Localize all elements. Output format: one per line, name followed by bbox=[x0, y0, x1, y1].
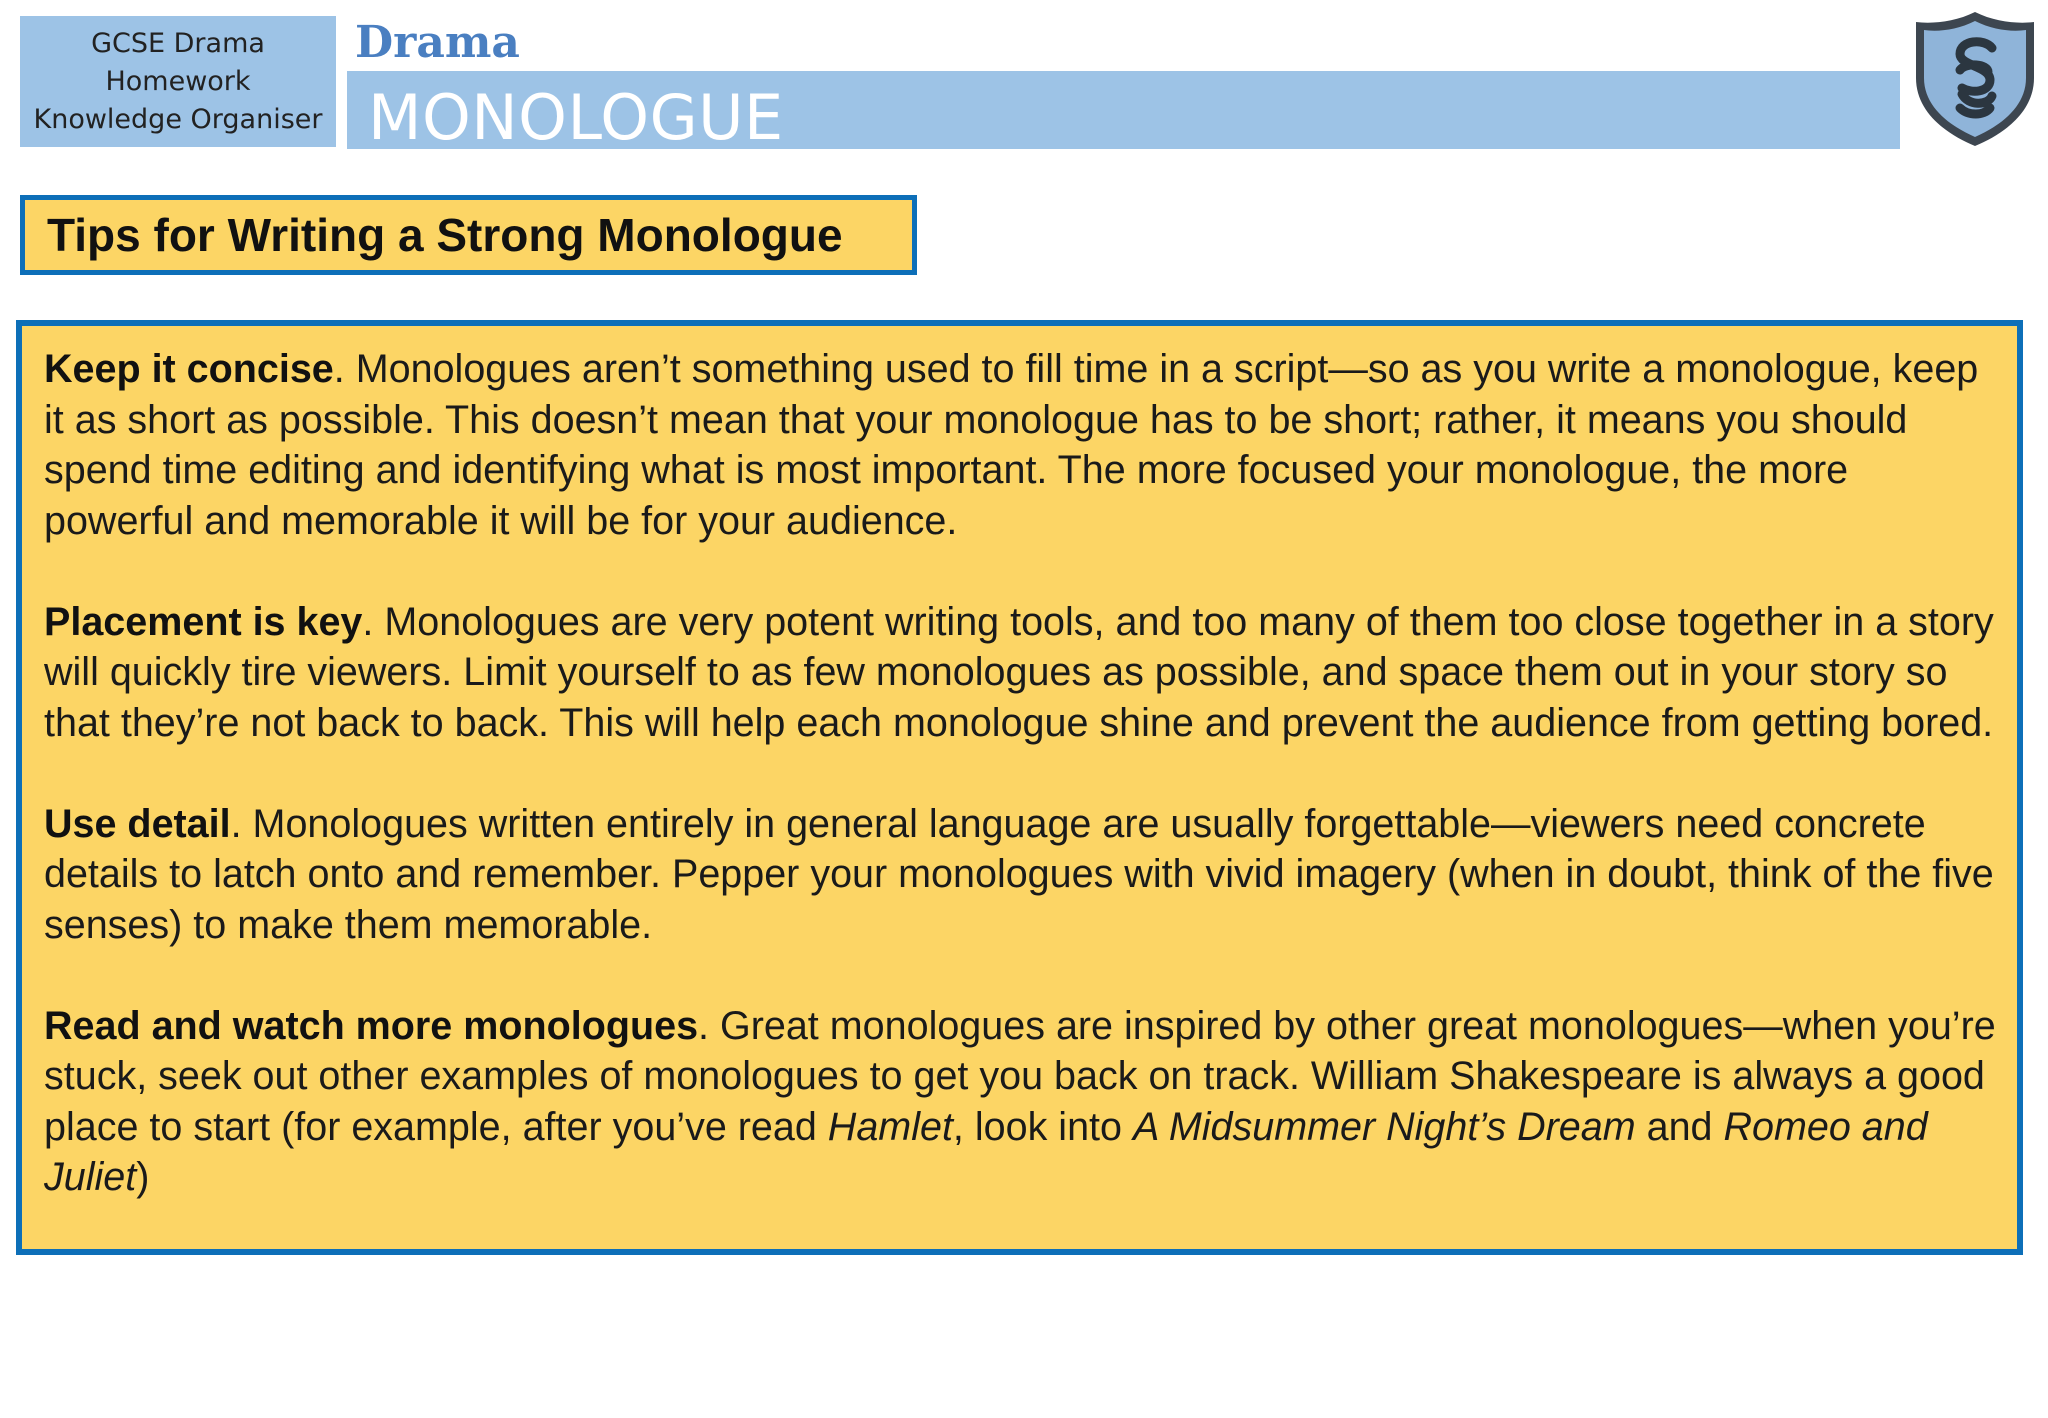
tip-text: . Monologues aren’t something used to fill time in a script—so as you write a monologue, keep it as short as possible. This doesn’t mean that your monologue has to be short; rather, it means you should spend time editing and identifying what is most important. The more focused your monologue, the more powerful and memorable it will be for your audience. bbox=[44, 347, 1979, 543]
tip-text: . Monologues written entirely in general language are usually forgettable—viewers need concrete details to latch onto and remember. Pepper your monologues with vivid imagery (when in doubt, think of the five senses) to make them memorable. bbox=[44, 801, 1994, 947]
tip-title: Placement is key bbox=[44, 599, 363, 644]
tip-placement bbox=[44, 597, 1997, 749]
school-crest-icon bbox=[1910, 8, 2040, 150]
tips-content-box bbox=[16, 320, 2023, 1255]
organiser-line-1: GCSE Drama bbox=[91, 27, 265, 59]
tip-title: Use detail bbox=[44, 801, 231, 846]
work-title: Hamlet bbox=[827, 1104, 953, 1149]
tip-text: . Monologues are very potent writing tools, and too many of them too close together in a story will quickly tire viewers. Limit yourself to as few monologues as possible, and space them out in your story so that they’re not back to back. This will help each monologue shine and prevent the audience from getting bored. bbox=[44, 599, 1994, 745]
tip-text: , look into bbox=[952, 1104, 1133, 1149]
work-title: Romeo and Juliet bbox=[44, 1104, 1928, 1199]
knowledge-organiser-label bbox=[20, 16, 336, 147]
page-title: MONOLOGUE bbox=[368, 81, 784, 154]
work-title: A Midsummer Night’s Dream bbox=[1132, 1104, 1636, 1149]
tip-use-detail bbox=[44, 799, 1997, 951]
organiser-line-2: Homework bbox=[105, 65, 251, 97]
tip-read-watch bbox=[44, 1001, 1997, 1203]
tip-keep-concise bbox=[44, 344, 1997, 546]
organiser-line-3: Knowledge Organiser bbox=[33, 103, 323, 135]
section-heading: Tips for Writing a Strong Monologue bbox=[20, 195, 917, 275]
tip-text: . Great monologues are inspired by other great monologues—when you’re stuck, seek out other examples of monologues to get you back on track. William Shakespeare is always a good place to start (for example, after you’ve read bbox=[44, 1003, 1996, 1149]
tip-title: Keep it concise bbox=[44, 347, 334, 391]
tip-text: and bbox=[1635, 1104, 1724, 1149]
tip-title: Read and watch more monologues bbox=[44, 1003, 699, 1048]
subject-title: Drama bbox=[355, 17, 520, 68]
tip-text: ) bbox=[136, 1155, 150, 1199]
